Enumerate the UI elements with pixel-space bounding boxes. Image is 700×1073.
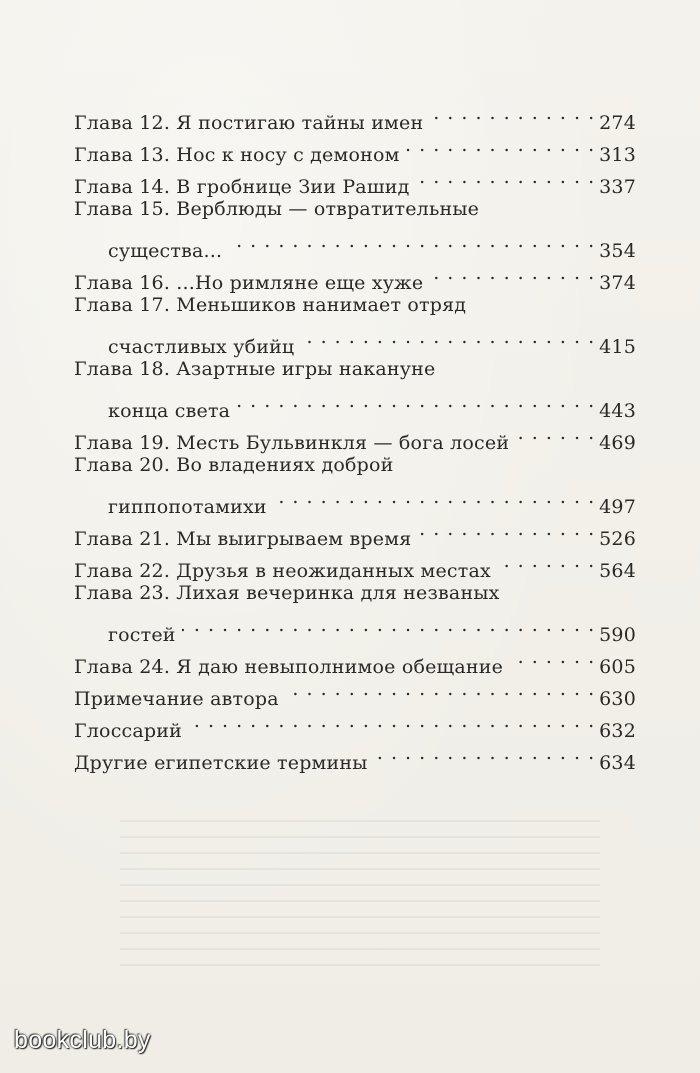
toc-entry-title-line — [74, 513, 636, 550]
toc-entry-title: Глава 14. В гробнице Зии Рашид — [74, 176, 410, 198]
toc-entry — [74, 129, 636, 166]
toc-entry-title: Примечание автора — [74, 688, 279, 710]
toc-page-number: 469 — [599, 432, 636, 454]
toc-entry-continuation-line — [74, 481, 636, 518]
toc-page-number: 274 — [599, 112, 636, 134]
toc-leader-dots — [429, 97, 595, 129]
site-watermark: bookclub.by — [14, 1026, 151, 1054]
toc-entry-title: Глава 18. Азартные игры накануне — [74, 358, 436, 380]
toc-entry-title-line — [74, 705, 636, 742]
toc-page-number: 415 — [599, 336, 636, 358]
toc-entry-title: Глава 19. Месть Бульвинкля — бога лосей — [74, 432, 510, 454]
toc-leader-dots — [515, 417, 595, 449]
toc-entry-title: Глава 24. Я даю невыполнимое обещание — [74, 656, 504, 678]
toc-entry — [74, 257, 636, 294]
toc-leader-dots — [406, 129, 596, 161]
toc-leader-dots — [429, 257, 595, 289]
toc-page-number: 590 — [599, 624, 636, 646]
toc-page-number: 337 — [599, 176, 636, 198]
toc-entry-title: Глава 21. Мы выигрываем время — [74, 528, 412, 550]
toc-page-number: 354 — [599, 240, 636, 262]
toc-entry-continuation-line — [74, 385, 636, 422]
toc-page-number: 605 — [599, 656, 636, 678]
toc-entry-title-line — [74, 161, 636, 198]
toc-entry — [74, 513, 636, 550]
toc-entry-title: конца света — [108, 400, 231, 422]
toc-entry — [74, 577, 636, 646]
toc-entry-title-line — [74, 641, 636, 678]
toc-entry-title-line — [74, 449, 636, 481]
toc-page-number: 443 — [599, 400, 636, 422]
toc-entry-title-line — [74, 545, 636, 582]
toc-entry-title-line — [74, 673, 636, 710]
show-through-text — [120, 820, 600, 1000]
toc-entry-continuation-line — [74, 321, 636, 358]
toc-page-number: 497 — [599, 496, 636, 518]
toc-leader-dots — [273, 481, 595, 513]
toc-entry — [74, 289, 636, 358]
toc-leader-dots — [236, 385, 595, 417]
toc-page-number: 526 — [599, 528, 636, 550]
toc-leader-dots — [285, 673, 595, 705]
toc-entry-title-line — [74, 353, 636, 385]
toc-entry-title: Глава 17. Меньшиков нанимает отряд — [74, 294, 467, 316]
toc-leader-dots — [497, 545, 595, 577]
toc-page-number: 632 — [599, 720, 636, 742]
toc-entry-title: существа... — [108, 240, 223, 262]
toc-entry-title: Глоссарий — [74, 720, 182, 742]
toc-entry — [74, 705, 636, 742]
toc-entry-title: Глава 13. Нос к носу с демоном — [74, 144, 400, 166]
toc-entry-title-line — [74, 97, 636, 134]
toc-leader-dots — [415, 161, 595, 193]
toc-entry-title: Глава 20. Во владениях доброй — [74, 454, 394, 476]
toc-page-number: 374 — [599, 272, 636, 294]
toc-leader-dots — [182, 609, 595, 641]
toc-entry-title-line — [74, 193, 636, 225]
toc-entry — [74, 641, 636, 678]
toc-page-number: 564 — [599, 560, 636, 582]
toc-entry-title: Глава 12. Я постигаю тайны имен — [74, 112, 424, 134]
toc-entry-continuation-line — [74, 225, 636, 262]
toc-entry — [74, 545, 636, 582]
toc-page-number: 634 — [599, 752, 636, 774]
toc-entry-title: Другие египетские термины — [74, 752, 368, 774]
toc-entry-title: Глава 23. Лихая вечеринка для незваных — [74, 582, 500, 604]
toc-entry — [74, 353, 636, 422]
toc-entry-title: Глава 15. Верблюды — отвратительные — [74, 198, 480, 220]
toc-entry — [74, 417, 636, 454]
toc-leader-dots — [300, 321, 595, 353]
table-of-contents — [74, 97, 636, 774]
toc-leader-dots — [417, 513, 595, 545]
toc-entry-title-line — [74, 129, 636, 166]
toc-leader-dots — [509, 641, 595, 673]
toc-leader-dots — [188, 705, 595, 737]
toc-entry — [74, 449, 636, 518]
toc-entry-title: счастливых убийц — [108, 336, 295, 358]
toc-entry — [74, 193, 636, 262]
toc-entry — [74, 737, 636, 774]
toc-entry — [74, 161, 636, 198]
toc-entry-title: Глава 22. Друзья в неожиданных местах — [74, 560, 491, 582]
toc-entry-title: гостей — [108, 624, 176, 646]
toc-entry-title: гиппопотамихи — [108, 496, 267, 518]
toc-entry-title-line — [74, 289, 636, 321]
toc-entry-title: Глава 16. ...Но римляне еще хуже — [74, 272, 424, 294]
toc-entry-title-line — [74, 417, 636, 454]
toc-leader-dots — [228, 225, 595, 257]
toc-entry-continuation-line — [74, 609, 636, 646]
toc-leader-dots — [374, 737, 596, 769]
toc-page-number: 313 — [599, 144, 636, 166]
toc-entry-title-line — [74, 737, 636, 774]
toc-entry-title-line — [74, 577, 636, 609]
toc-entry-title-line — [74, 257, 636, 294]
toc-entry — [74, 97, 636, 134]
toc-entry — [74, 673, 636, 710]
toc-page-number: 630 — [599, 688, 636, 710]
